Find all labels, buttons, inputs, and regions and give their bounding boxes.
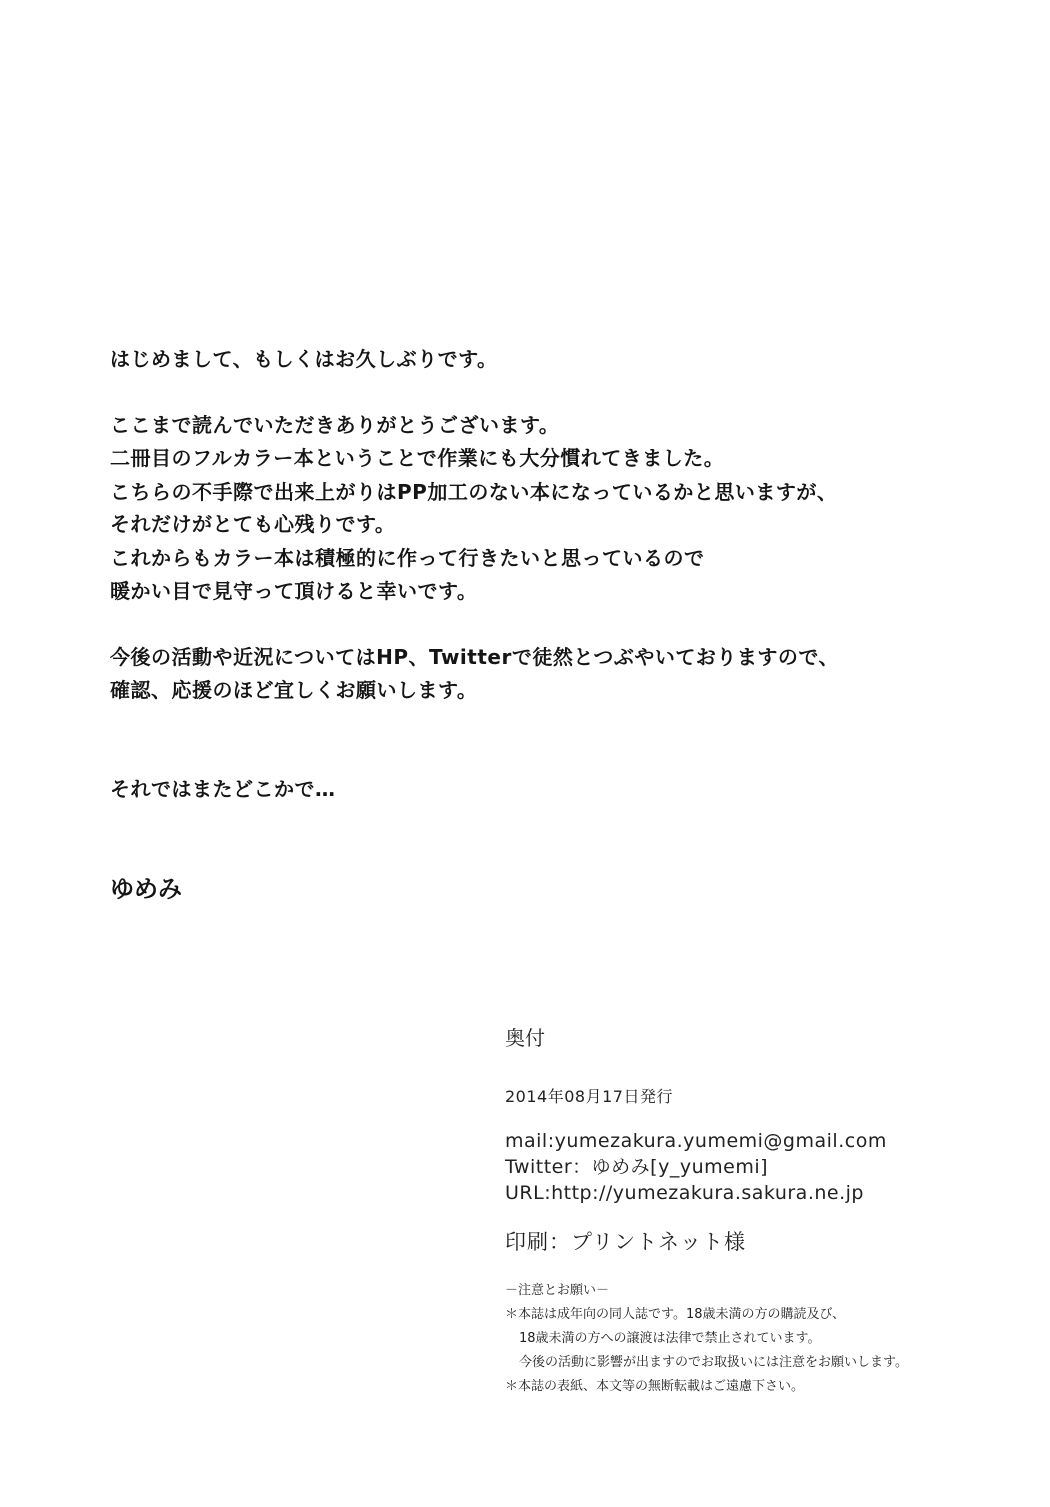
contact-twitter: Twitter：ゆめみ[y_yumemi] <box>505 1156 769 1178</box>
afterword-closing: それではまたどこかで… <box>110 777 336 801</box>
afterword-line: 二冊目のフルカラー本ということで作業にも大分慣れてきました。 <box>110 446 725 470</box>
afterword-line: 今後の活動や近況についてはHP、Twitterで徒然とつぶやいておりますので、 <box>110 645 840 669</box>
afterword-line: 確認、応援のほど宜しくお願いします。 <box>110 678 478 702</box>
afterword-line: 暖かい目で見守って頂けると幸いです。 <box>110 579 478 603</box>
colophon-title: 奥付 <box>505 1026 545 1050</box>
notice-line: 18歳未満の方への譲渡は法律で禁止されています。 <box>519 1331 821 1346</box>
contact-url: URL:http://yumezakura.sakura.ne.jp <box>505 1182 864 1204</box>
afterword-line: はじめまして、もしくはお久しぶりです。 <box>110 347 498 371</box>
notice-line: ＊本誌の表紙、本文等の無断転載はご遠慮下さい。 <box>505 1379 805 1394</box>
afterword-line: これからもカラー本は積極的に作って行きたいと思っているので <box>110 546 705 570</box>
notice-heading: －注意とお願い－ <box>505 1283 610 1298</box>
author-signature: ゆめみ <box>110 875 182 903</box>
publication-date: 2014年08月17日発行 <box>505 1087 673 1106</box>
notice-line: ＊本誌は成年向の同人誌です。18歳未満の方の購読及び、 <box>505 1307 845 1322</box>
contact-mail: mail:yumezakura.yumemi@gmail.com <box>505 1130 887 1152</box>
notice-line: 今後の活動に影響が出ますのでお取扱いには注意をお願いします。 <box>519 1355 908 1370</box>
afterword-line: ここまで読んでいただきありがとうございます。 <box>110 413 560 437</box>
afterword-line: こちらの不手際で出来上がりはPP加工のない本になっているかと思いますが、 <box>110 480 838 504</box>
afterword-line: それだけがとても心残りです。 <box>110 512 396 536</box>
printer-credit: 印刷：プリントネット様 <box>505 1230 746 1254</box>
